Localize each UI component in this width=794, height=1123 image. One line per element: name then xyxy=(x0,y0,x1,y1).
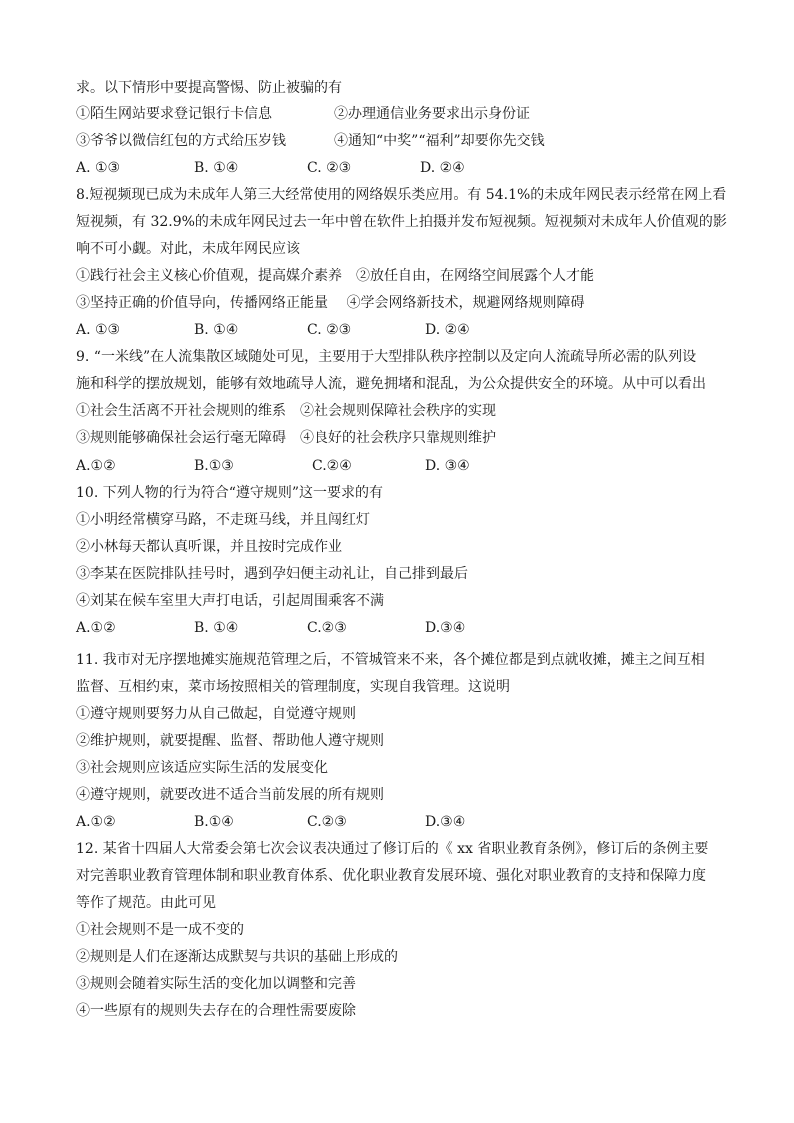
q8-statements-1-2: ①践行社会主义核心价值观，提高媒介素养 ②放任自由，在网络空间展露个人才能 xyxy=(76,268,594,284)
q9-option-c: C.②④ xyxy=(312,458,352,474)
q7-option-c: C. ②③ xyxy=(307,160,352,176)
q10-statement-3: ③李某在医院排队挂号时，遇到孕妇便主动礼让，自己排到最后 xyxy=(76,566,468,582)
q7-option-d: D. ②④ xyxy=(420,160,465,176)
q8-statements-3-4: ③坚持正确的价值导向，传播网络正能量 ④学会网络新技术，规避网络规则障碍 xyxy=(76,295,585,311)
q9-option-b: B.①③ xyxy=(194,458,234,474)
q9-option-a: A.①② xyxy=(76,458,116,474)
q12-statement-1: ①社会规则不是一成不变的 xyxy=(76,922,244,938)
q12-statement-4: ④一些原有的规则失去存在的合理性需要废除 xyxy=(76,1003,356,1019)
q7-stem-tail: 求。以下情形中要提高警惕、防止被骗的有 xyxy=(76,80,342,96)
q9-statements-3-4: ③规则能够确保社会运行毫无障碍 ④良好的社会秩序只靠规则维护 xyxy=(76,430,496,446)
q9-statements-1-2: ①社会生活离不开社会规则的维系 ②社会规则保障社会秩序的实现 xyxy=(76,403,496,419)
q9-option-d: D. ③④ xyxy=(425,458,470,474)
q7-statement-4: ④通知“中奖”“福利”却要你先交钱 xyxy=(334,133,545,149)
q10-option-c: C.②③ xyxy=(307,620,347,636)
q10-option-b: B. ①④ xyxy=(194,620,239,636)
q8-option-c: C. ②③ xyxy=(307,322,352,338)
q11-statement-1: ①遵守规则要努力从自己做起，自觉遵守规则 xyxy=(76,706,356,722)
q9-stem-line-1: 9. “一米线”在人流集散区域随处可见，主要用于大型排队秩序控制以及定向人流疏导所必需的队列设 xyxy=(76,349,697,365)
q11-statement-3: ③社会规则应该适应实际生活的发展变化 xyxy=(76,760,328,776)
q10-stem: 10. 下列人物的行为符合“遵守规则”这一要求的有 xyxy=(76,485,384,501)
q11-option-b: B.①④ xyxy=(194,814,234,830)
q7-statement-1: ①陌生网站要求登记银行卡信息 xyxy=(76,106,272,122)
q12-statement-3: ③规则会随着实际生活的变化加以调整和完善 xyxy=(76,976,356,992)
q10-option-a: A.①② xyxy=(76,620,116,636)
q8-option-d: D. ②④ xyxy=(425,322,470,338)
q10-statement-4: ④刘某在候车室里大声打电话，引起周围乘客不满 xyxy=(76,593,384,609)
q11-option-a: A.①② xyxy=(76,814,116,830)
q7-option-a: A. ①③ xyxy=(76,160,121,176)
q12-statement-2: ②规则是人们在逐渐达成默契与共识的基础上形成的 xyxy=(76,949,398,965)
q11-stem-line-2: 监督、互相约束，菜市场按照相关的管理制度，实现自我管理。这说明 xyxy=(76,679,510,695)
q8-option-a: A. ①③ xyxy=(76,322,121,338)
q12-stem-line-2: 对完善职业教育管理体制和职业教育体系、优化职业教育发展环境、强化对职业教育的支持和保障力度 xyxy=(76,868,706,884)
q10-statement-2: ②小林每天都认真听课，并且按时完成作业 xyxy=(76,539,342,555)
q9-stem-line-2: 施和科学的摆放规划，能够有效地疏导人流，避免拥堵和混乱，为公众提供安全的环境。从中可以看出 xyxy=(76,376,706,392)
q8-stem-line-2: 短视频，有 32.9%的未成年网民过去一年中曾在软件上拍摄并发布短视频。短视频对未成年人价值观的影 xyxy=(76,214,727,230)
q7-statement-3: ③爷爷以微信红包的方式给压岁钱 xyxy=(76,133,286,149)
q11-statement-4: ④遵守规则，就要改进不适合当前发展的所有规则 xyxy=(76,787,384,803)
q11-option-d: D.③④ xyxy=(425,814,466,830)
q12-stem-line-1: 12. 某省十四届人大常委会第七次会议表决通过了修订后的《 xx 省职业教育条例》，修订后的条例主要 xyxy=(76,841,709,857)
q11-stem-line-1: 11. 我市对无序摆地摊实施规范管理之后，不管城管来不来，各个摊位都是到点就收摊，摊主之间互相 xyxy=(76,652,705,668)
q7-statement-2: ②办理通信业务要求出示身份证 xyxy=(334,106,530,122)
q8-option-b: B. ①④ xyxy=(194,322,239,338)
q10-option-d: D.③④ xyxy=(425,620,466,636)
q11-statement-2: ②维护规则，就要提醒、监督、帮助他人遵守规则 xyxy=(76,733,384,749)
q10-statement-1: ①小明经常横穿马路，不走斑马线，并且闯红灯 xyxy=(76,512,370,528)
q11-option-c: C.②③ xyxy=(307,814,347,830)
q8-stem-line-1: 8.短视频现已成为未成年人第三大经常使用的网络娱乐类应用。有 54.1%的未成年网民表示经常在网上看 xyxy=(76,187,727,203)
q7-option-b: B. ①④ xyxy=(194,160,239,176)
q8-stem-line-3: 响不可小觑。对此，未成年网民应该 xyxy=(76,241,300,257)
q12-stem-line-3: 等作了规范。由此可见 xyxy=(76,895,216,911)
